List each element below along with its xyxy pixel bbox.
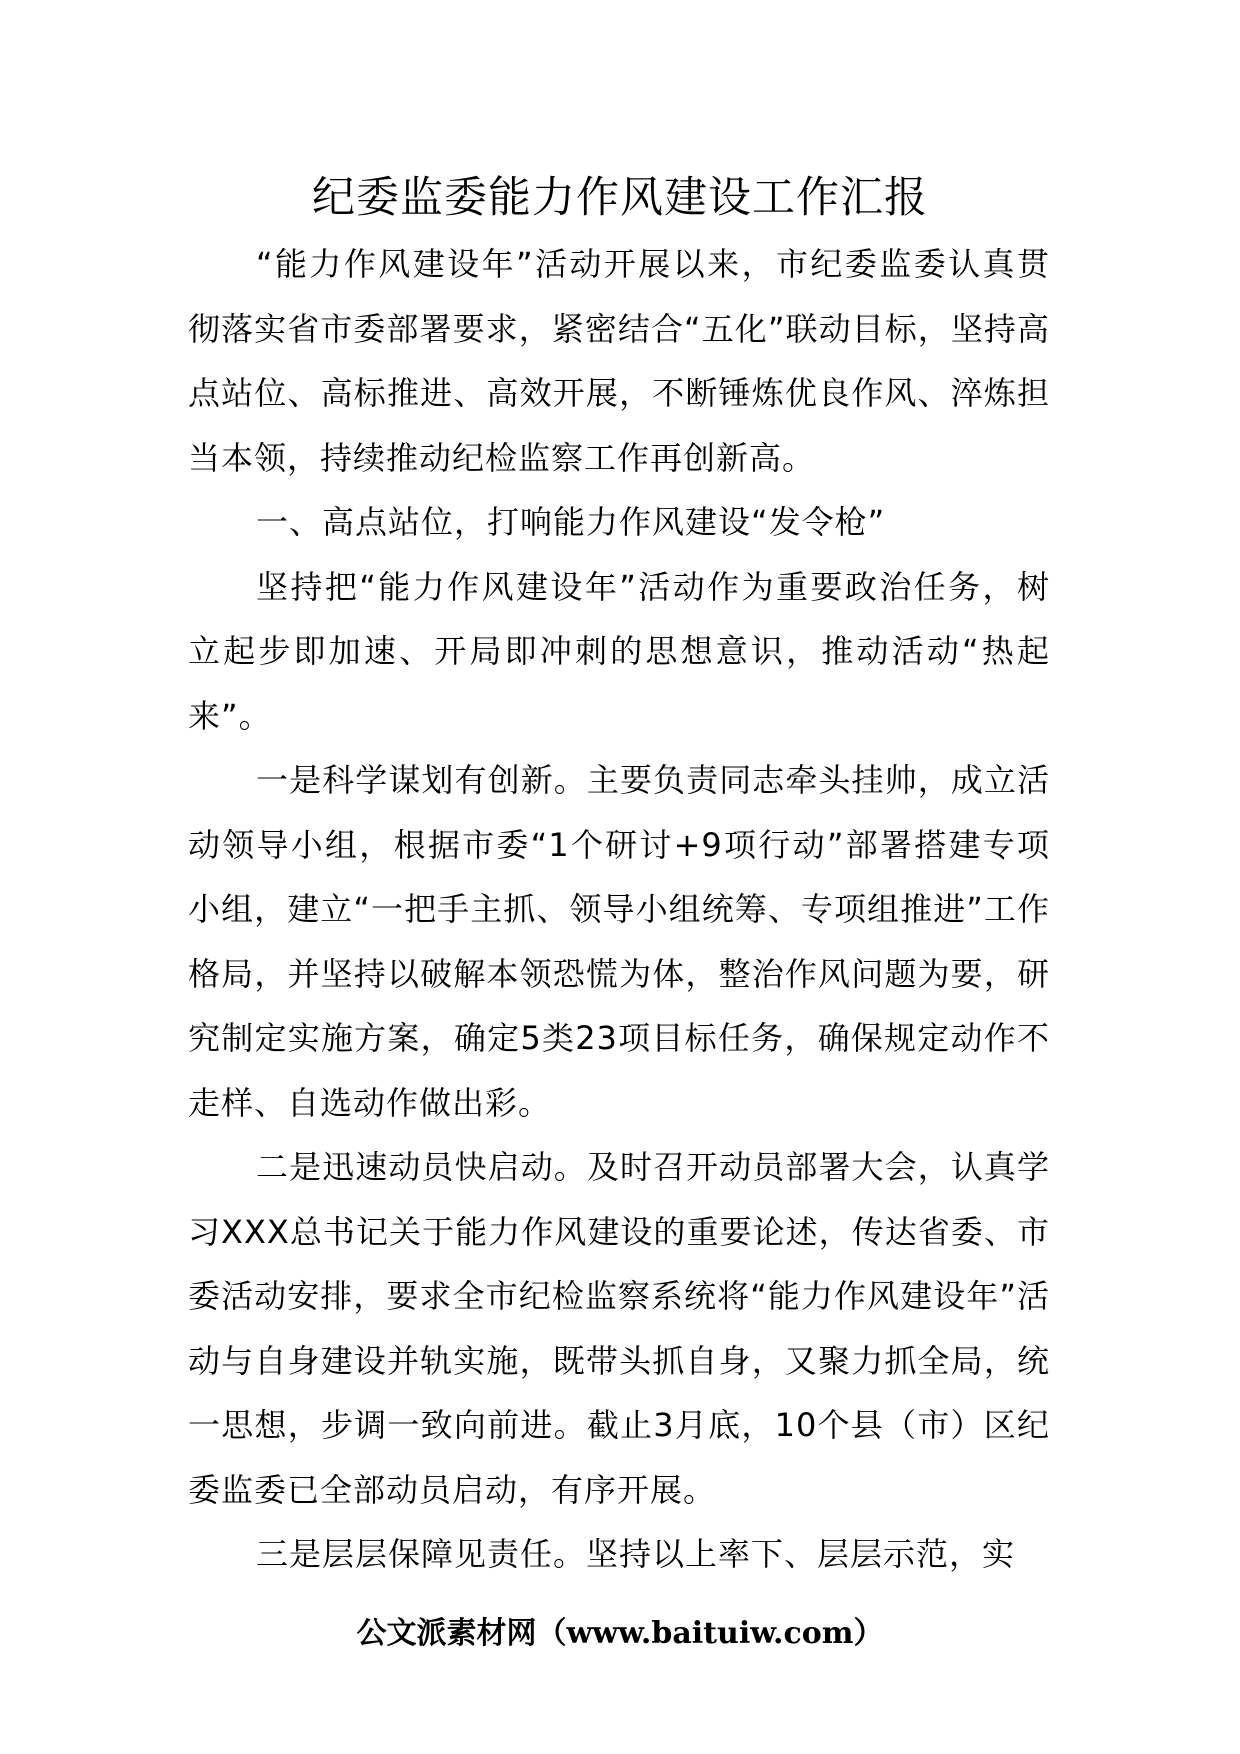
footer-watermark: 公文派素材网（www.baituiw.com） xyxy=(356,1616,884,1651)
paragraph-section-1-summary: 坚持把“能力作风建设年”活动作为重要政治任务，树立起步即加速、开局即冲刺的思想意识，推动活动“热起来”。 xyxy=(188,567,1050,735)
paragraph-intro: “能力作风建设年”活动开展以来，市纪委监委认真贯彻落实省市委部署要求，紧密结合“五化”联动目标，坚持高点站位、高标推进、高效开展，不断锤炼优良作风、淬炼担当本领，持续推动纪检监察工作再创新高。 xyxy=(188,245,1050,477)
paragraph-point-1: 一是科学谋划有创新。主要负责同志牵头挂帅，成立活动领导小组，根据市委“1个研讨+9项行动”部署搭建专项小组，建立“一把手主抓、领导小组统筹、专项组推进”工作格局，并坚持以破解本领恐慌为体，整治作风问题为要，研究制定实施方案，确定5类23项目标任务，确保规定动作不走样、自选动作做出彩。 xyxy=(188,761,1050,1122)
document-title: 纪委监委能力作风建设工作汇报 xyxy=(312,173,928,223)
document-body xyxy=(188,232,1050,1587)
paragraph-point-2: 二是迅速动员快启动。及时召开动员部署大会，认真学习XXX总书记关于能力作风建设的重要论述，传达省委、市委活动安排，要求全市纪检监察系统将“能力作风建设年”活动与自身建设并轨实施，既带头抓自身，又聚力抓全局，统一思想，步调一致向前进。截止3月底，10个县（市）区纪委监委已全部动员启动，有序开展。 xyxy=(188,1148,1050,1509)
section-heading-1: 一、高点站位，打响能力作风建设“发令枪” xyxy=(256,503,886,541)
paragraph-point-3: 三是层层保障见责任。坚持以上率下、层层示范，实 xyxy=(256,1535,1016,1573)
